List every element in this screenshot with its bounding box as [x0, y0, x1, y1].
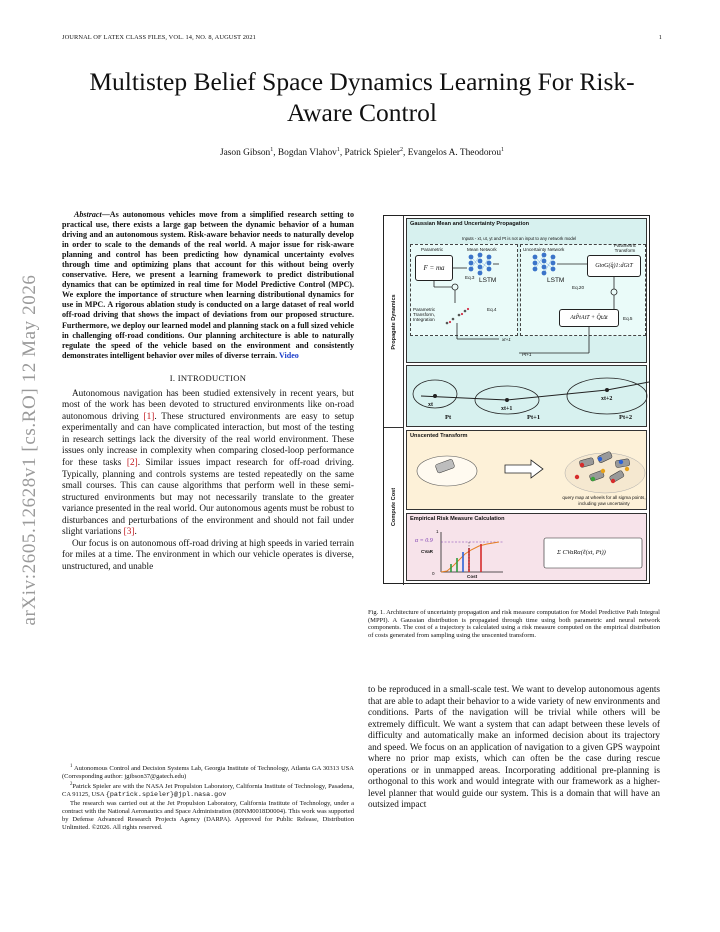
trajectory-panel: [406, 365, 647, 427]
citation-link[interactable]: [1]: [143, 411, 155, 422]
intro-paragraph-2: Our focus is on autonomous off-road driving at high speeds in varied terrain for miles at a time. The environment in which our vehicle operates is diverse, unstructured, and unable: [62, 538, 354, 572]
y-axis-zero: 0: [432, 571, 435, 576]
footnote-3: The research was carried out at the Jet Propulsion Laboratory, California Institute of Technology, under a contract with the National Aeronautics and Space Administration (80NM0018D0004). This work was supported by Defense Advanced Research Projects Agency (DARPA). Approved for Public Release, Distribution Unlimited. ©2026. All rights reserved.: [62, 799, 354, 831]
risk-panel: [406, 513, 647, 581]
traj-p2: Pt+2: [619, 414, 633, 421]
a-update-box: AtP̂tAtT + Q̂tΔt: [559, 309, 619, 327]
unscented-panel: [406, 430, 647, 510]
y-axis-one: 1: [436, 529, 439, 534]
inputs-note: Inputs - xt, ut, yt and Pt is not an input to any network model: [462, 236, 577, 241]
abstract: [62, 210, 354, 361]
parametric-transform-label: Parametric Transform: [613, 243, 637, 253]
traj-x0: xt: [428, 402, 433, 408]
sum-equation: Σ CVaRα(ℓ(xt, Pt)): [557, 549, 606, 556]
figure-caption: Fig. 1. Architecture of uncertainty propagation and risk measure computation for Model Predictive Path Integral (MPPI). A Gaussian distribution is propagated through time using both parametric and neural network components. The cost of a trajectory is calculated using a risk measure computed on the empirical distribution of costs generated from sampling using the unscented transform.: [368, 609, 660, 639]
author-4: Evangelos A. Theodorou$^1$: [407, 147, 505, 159]
eq4-label: Eq.4: [487, 307, 497, 312]
g-transform-box: GtσG(q̂)1:dGtT: [587, 255, 641, 277]
parametric-label: Parametric: [421, 247, 444, 252]
cvar-plot: [407, 514, 650, 582]
lstm-label-mean: LSTM: [479, 277, 497, 284]
gaussian-panel: [406, 218, 647, 363]
eq5-label: Eq.5: [623, 316, 633, 321]
arxiv-id: arXiv:2605.12628v1 [cs.RO] 12 May 2026: [19, 274, 40, 626]
running-header: [62, 34, 662, 41]
page-number: 1: [658, 34, 662, 41]
traj-p0: Pt: [445, 414, 452, 421]
cost-axis-label: Cost: [467, 574, 478, 579]
abstract-lead: Abstract: [74, 210, 102, 219]
risk-panel-title: Empirical Risk Measure Calculation: [410, 516, 505, 522]
eq20-label: Eq.20: [572, 285, 585, 290]
journal-name: JOURNAL OF LATEX CLASS FILES, VOL. 14, NO. 8, AUGUST 2021: [62, 34, 256, 41]
x-next-label: xt+1: [502, 337, 511, 342]
lstm-label-uncertainty: LSTM: [547, 277, 565, 284]
cvar-label: CVaR: [421, 549, 433, 554]
eq3-label: Eq.3: [465, 275, 475, 280]
alpha-label: α = 0.9: [415, 538, 433, 544]
paper-title: Multistep Belief Space Dynamics Learning For Risk-Aware Control: [89, 67, 635, 127]
right-column-text: to be reproduced in a small-scale test. We want to develop autonomous agents that are able to adapt their behavior to a wide variety of new environments and conditions. Parts of the navigation will be trivial while others will be extremely difficult. We want a system that can adapt between these levels of difficulty and automatically make an informed decision about its trajectory and speed. We focus on an application of navigation to a given GPS waypoint where no prior map exists, which can often be the case during rescue operations or in unmapped areas. Incorporating additional pre-planning is orthogonal to this work and would integrate with our framework as a higher-level planner that would guide our system. This is a domain that will have an outsized impact: [368, 685, 660, 811]
p-next-label: Pt+1: [522, 352, 532, 357]
side-label-compute: Compute Cost: [384, 428, 404, 585]
author-2: Bogdan Vlahov$^1$,: [277, 147, 345, 159]
uncertainty-network-label: Uncertainty Network: [523, 247, 565, 252]
mean-network-label: Mean Network: [467, 247, 497, 252]
side-label-propagate: Propagate Dynamics: [384, 216, 404, 428]
gaussian-panel-diagram: [407, 219, 650, 364]
left-column: [62, 210, 354, 573]
traj-x2: xt+2: [601, 396, 613, 402]
author-list: [62, 147, 662, 158]
video-link[interactable]: Video: [279, 350, 299, 360]
author-3: Patrick Spieler$^2$,: [344, 147, 408, 159]
section-heading: I. INTRODUCTION: [169, 372, 247, 383]
author-1: Jason Gibson$^1$,: [219, 147, 278, 159]
gaussian-panel-title: Gaussian Mean and Uncertainty Propagation: [410, 221, 530, 227]
f-ma-box: F = ma: [415, 255, 453, 281]
citation-link[interactable]: [2]: [126, 457, 138, 468]
arxiv-watermark: [6, 210, 54, 690]
footnote-2: $^2$Patrick Spieler are with the NASA Jet Propulsion Laboratory, California Institute of Technology, Pasadena, CA 91125, USA {patrick.spieler}@jpl.nasa.gov: [62, 781, 354, 800]
query-map-note: query map at wheels for all sigma points, including yaw uncertainty: [562, 495, 646, 506]
traj-x1: xt+1: [501, 406, 513, 412]
integration-label: Parametric Transform, Integration: [413, 307, 436, 322]
citation-link[interactable]: [3]: [123, 527, 135, 538]
abstract-body: —As autonomous vehicles move from a simplified research setting to practical use, there exists a large gap between the dynamic behavior of a human driving and an autonomous system. Risk-aware behavior needs to naturally develop in order to scale to the demands of the real world. A major issue for risk-aware planning and control has been predicting how dynamical uncertainty evolves through time and optimizing plans that account for this without being overly conservative. Here, we present a learning framework to predict distributional dynamics that can be optimized in real time for Model Predictive Control (MPC). We explore the importance of structure when learning distributional dynamics for use in MPC. A rigorous ablation study is conducted on a large dataset of real world off-road driving that shows the impact of deviations from our proposed structure. Furthermore, we deploy our learned model and planning stack on a full sized vehicle in challenging off-road conditions. Our planning architecture is able to naturally regulate the speed of the vehicle based on the environment and consistently demonstrates intelligent behavior over miles of diverse terrain.: [62, 210, 354, 360]
intro-paragraph-1: Autonomous navigation has been studied extensively in recent years, but most of the work has been devoted to structured environments like on-road autonomous driving [1]. These structured environments are easy to setup experimentally and can have complicated interaction, but most of the testing in research settings lack the diversity of the real world environment. These issues only increase in complexity when comparing closed-loop performance for these tasks [2]. Similar issues impact research for off-road driving. Typically, planning and controls systems are tested repeatedly on the same small courses. This can cause algorithms that perform well in these semi-structured environments but may not necessarily translate to the greater variance presented in the real world. Our autonomous agents must be robust to disturbances and perturbations of the environment and should not fail under slight variations [3].: [62, 388, 354, 538]
email-address: {patrick.spieler}@jpl.nasa.gov: [105, 791, 227, 800]
architecture-figure: [383, 215, 650, 584]
footnote-1: $^1$ Autonomous Control and Decision Systems Lab, Georgia Institute of Technology, Atlanta GA 30313 USA (Corresponding author: jgibson37@gatech.edu): [62, 764, 354, 781]
unscented-panel-title: Unscented Transform: [410, 433, 468, 439]
footnotes: [62, 763, 354, 832]
traj-p1: Pt+1: [527, 414, 541, 421]
